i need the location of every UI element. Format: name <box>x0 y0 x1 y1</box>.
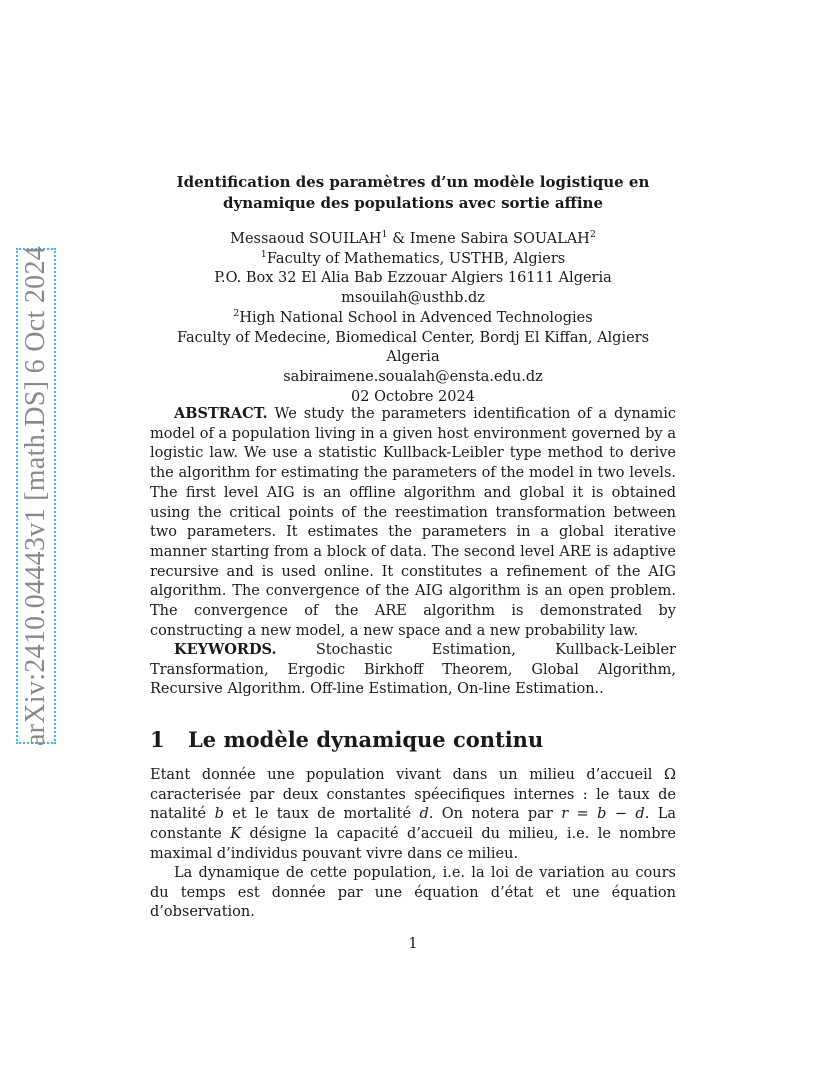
affiliation-1-mark: 1 <box>260 248 267 260</box>
para1-text-4: . La constante <box>150 806 677 843</box>
body-paragraph-2: La dynamique de cette population, i.e. la loi de variation au cours du temps est donnée par une équation d’état et une équation d’observation. <box>150 865 676 921</box>
arxiv-identifier: arXiv:2410.04443v1 [math.DS] 6 Oct 2024 <box>20 245 51 747</box>
keywords <box>150 640 676 700</box>
affiliation-2-mark: 2 <box>233 307 240 319</box>
var-d: d <box>419 806 429 823</box>
author-1-name: Messaoud SOUILAH <box>230 231 382 247</box>
section-title: Le modèle dynamique continu <box>188 727 544 752</box>
arxiv-stamp <box>16 245 56 747</box>
paper-title-line-2: dynamique des populations avec sortie affine <box>222 194 604 212</box>
abstract-text: We study the parameters identification of a dynamic model of a population living in a given host environment governed by a logistic law. We use a statistic Kullback-Leibler type method to derive the algorithm for estimating the parameters of the model in two levels. The first level AIG is an offline algorithm and global it is obtained using the critical points of the reestimation transformation between two parameters. It estimates the parameters in a global iterative manner starting from a block of data. The second level ARE is adaptive recursive and is used online. It constitutes a refinement of the AIG algorithm. The convergence of the AIG algorithm is an open problem. The convergence of the ARE algorithm is demonstrated by constructing a new model, a new space and a new probability law. <box>150 406 676 639</box>
email-1: msouilah@usthb.dz <box>341 290 485 307</box>
affiliation-1-address: P.O. Box 32 El Alia Bab Ezzouar Algiers 16111 Algeria <box>214 270 612 287</box>
para1-text-2: et le taux de mortalité <box>223 806 420 823</box>
equation-r: r = b − d <box>561 806 645 823</box>
author-1-mark: 1 <box>381 229 388 241</box>
author-2-name: Imene Sabira SOUALAH <box>409 231 590 247</box>
abstract-label: ABSTRACT. <box>174 405 268 422</box>
author-block <box>150 230 676 407</box>
para1-text-5: désigne la capacité d’accueil du milieu, i.e. le nombre maximal d’individus pouvant vivre dans ce milieu. <box>150 826 676 862</box>
var-k: K <box>230 826 242 843</box>
body-paragraph-1 <box>150 766 676 865</box>
publication-date: 02 Octobre 2024 <box>351 388 475 405</box>
affiliation-2 <box>150 309 676 329</box>
var-b: b <box>214 806 224 823</box>
author-2-mark: 2 <box>589 229 596 241</box>
email-2: sabiraimene.soualah@ensta.edu.dz <box>283 368 543 385</box>
affiliation-2-address: Faculty of Medecine, Biomedical Center, Bordj El Kiffan, Algiers Algeria <box>176 329 650 366</box>
paper-title-line-1: Identification des paramètres d’un modèle logistique en <box>176 173 650 191</box>
keywords-label: KEYWORDS. <box>174 641 277 658</box>
section-number: 1 <box>150 727 165 752</box>
abstract <box>150 404 676 641</box>
affiliation-1 <box>150 250 676 270</box>
author-names <box>150 230 676 250</box>
keywords-text: Stochastic Estimation, Kullback-Leibler Transformation, Ergodic Birkhoff Theorem, Global Algorithm, Recursive Algorithm. Off-line Estimation, On-line Estimation.. <box>150 642 676 698</box>
author-separator: & <box>387 231 410 247</box>
para1-text-3: . On notera par <box>428 806 562 823</box>
affiliation-1-name: Faculty of Mathematics, USTHB, Algiers <box>266 250 566 267</box>
para1-text-1: Etant donnée une population vivant dans un milieu d’accueil Ω caracterisée par deux constantes spéecifiques internes : le taux de natalité <box>150 767 676 823</box>
affiliation-2-name: High National School in Advenced Technologies <box>239 309 593 326</box>
paper-title <box>150 172 676 214</box>
section-heading <box>150 726 676 754</box>
page-number: 1 <box>408 936 418 952</box>
